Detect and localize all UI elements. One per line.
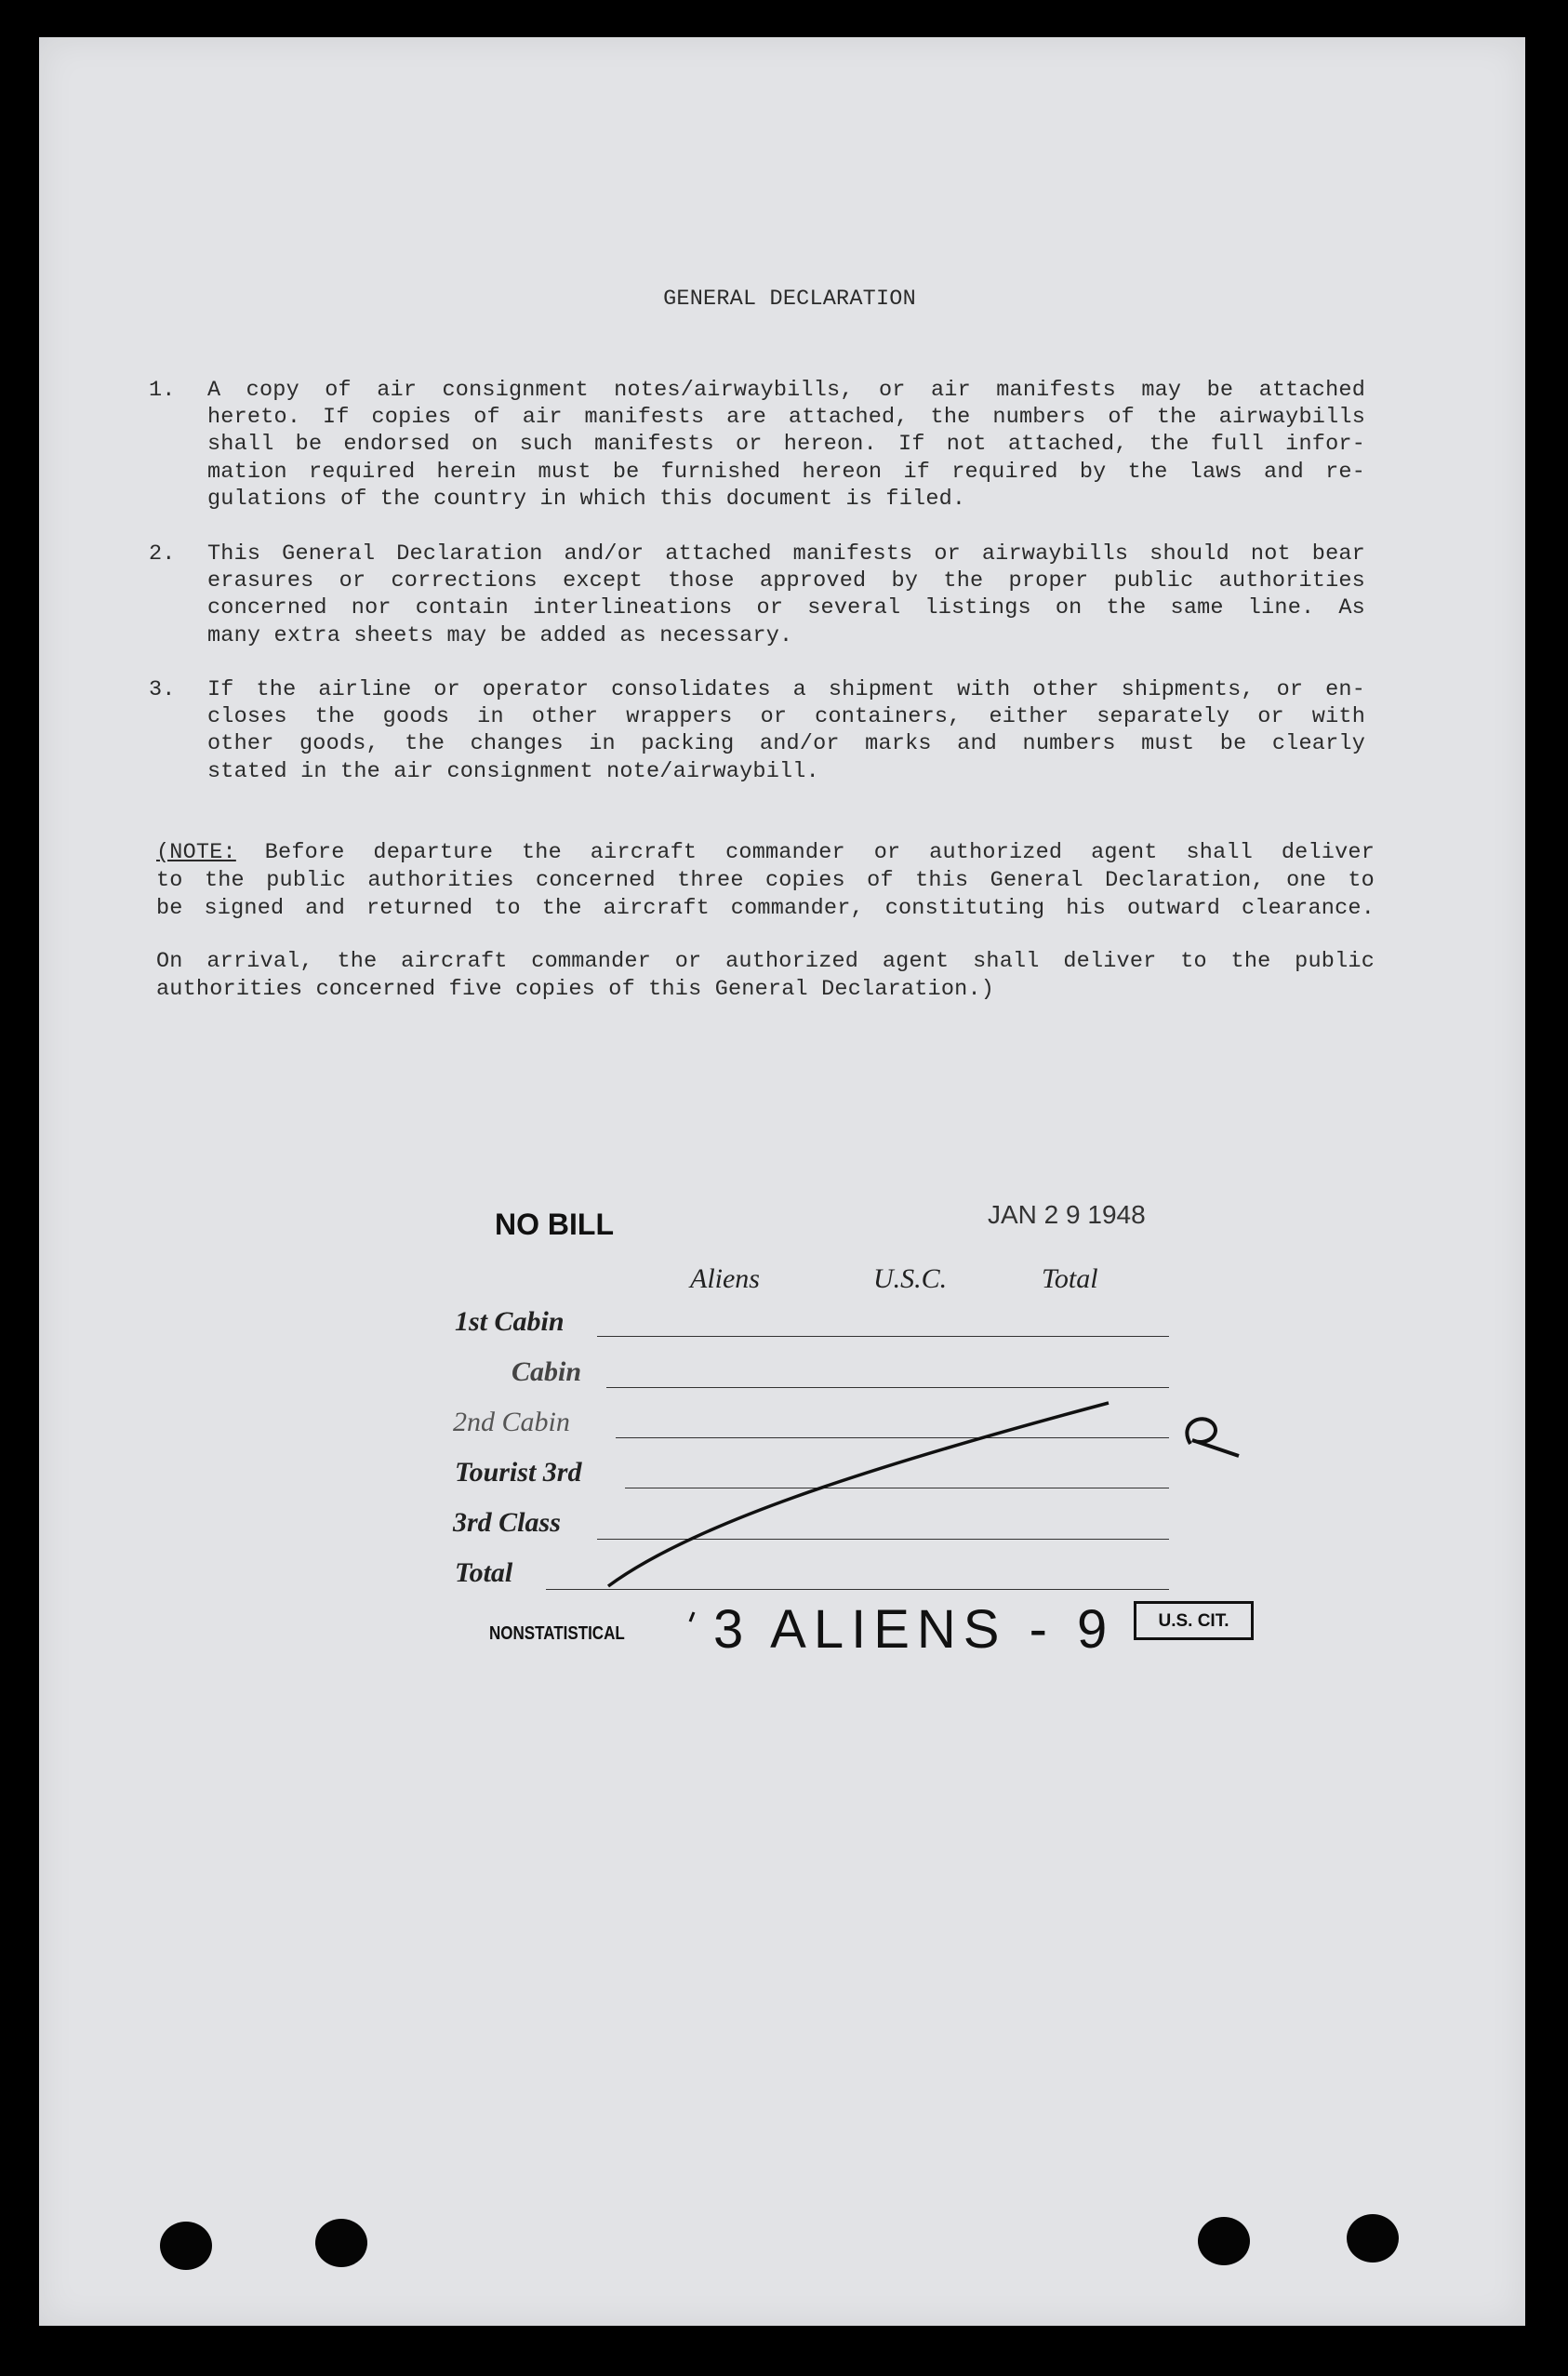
item-number: 3.	[149, 677, 176, 702]
row-label-total: Total	[455, 1557, 513, 1588]
row-rule	[606, 1387, 1169, 1388]
punch-hole	[315, 2219, 367, 2267]
punch-hole	[160, 2222, 212, 2270]
item-line: closes the goods in other wrappers or containers, either separately or with	[207, 704, 1365, 729]
item-line: concerned nor contain interlineations or several listings on the same line. As	[207, 595, 1365, 621]
item-number: 1.	[149, 378, 176, 403]
row-rule	[616, 1437, 1169, 1438]
handwritten-initial-mark	[1187, 1419, 1239, 1456]
note-line-2: to the public authorities concerned three copies of this General Declaration, one to	[156, 868, 1375, 893]
item-line: hereto. If copies of air manifests are attached, the numbers of the airwaybills	[207, 405, 1365, 430]
item-line: A copy of air consignment notes/airwaybills, or air manifests may be attached	[207, 378, 1365, 403]
punch-hole	[1347, 2214, 1399, 2263]
tick-mark	[690, 1612, 694, 1622]
row-label-cabin: Cabin	[512, 1356, 582, 1387]
note-line-1-text: Before departure the aircraft commander or authorized agent shall deliver	[235, 840, 1375, 865]
row-rule	[546, 1589, 1169, 1590]
date-stamp: JAN 2 9 1948	[988, 1200, 1146, 1229]
row-label-3rd-class: 3rd Class	[453, 1507, 561, 1538]
row-rule	[597, 1336, 1169, 1337]
item-line: many extra sheets may be added as necessary.	[207, 623, 793, 648]
column-header-total: Total	[1042, 1263, 1098, 1294]
item-line: This General Declaration and/or attached manifests or airwaybills should not bear	[207, 541, 1365, 567]
arrival-line-2: authorities concerned five copies of this General Declaration.)	[156, 977, 995, 1002]
us-cit-stamp: U.S. CIT.	[1134, 1601, 1254, 1640]
item-line: stated in the air consignment note/airwaybill.	[207, 759, 819, 784]
note-line-1	[156, 840, 1375, 865]
row-label-2nd-cabin: 2nd Cabin	[453, 1407, 570, 1437]
arrival-line-1: On arrival, the aircraft commander or authorized agent shall deliver to the public	[156, 949, 1375, 974]
document-title: GENERAL DECLARATION	[663, 287, 916, 312]
note-line-3: be signed and returned to the aircraft commander, constituting his outward clearance.	[156, 896, 1375, 921]
item-line: gulations of the country in which this document is filed.	[207, 487, 966, 512]
column-header-aliens: Aliens	[690, 1263, 760, 1294]
document-page	[39, 37, 1525, 2326]
nonstatistical-stamp: NONSTATISTICAL	[489, 1623, 625, 1644]
item-line: If the airline or operator consolidates a shipment with other shipments, or en-	[207, 677, 1365, 702]
item-line: mation required herein must be furnished hereon if required by the laws and re-	[207, 460, 1365, 485]
punch-hole	[1198, 2217, 1250, 2265]
item-line: other goods, the changes in packing and/or marks and numbers must be clearly	[207, 731, 1365, 756]
item-number: 2.	[149, 541, 176, 567]
column-header-usc: U.S.C.	[873, 1263, 948, 1294]
item-line: shall be endorsed on such manifests or hereon. If not attached, the full infor-	[207, 432, 1365, 457]
item-line: erasures or corrections except those approved by the proper public authorities	[207, 568, 1365, 594]
note-label: (NOTE:	[156, 840, 236, 865]
no-bill-stamp: NO BILL	[495, 1208, 614, 1241]
strike-curve	[608, 1403, 1109, 1586]
row-label-1st-cabin: 1st Cabin	[455, 1306, 565, 1337]
handwritten-note: 3 ALIENS - 9	[713, 1599, 1115, 1660]
row-label-tourist-3rd: Tourist 3rd	[455, 1457, 582, 1488]
row-rule	[597, 1539, 1169, 1540]
